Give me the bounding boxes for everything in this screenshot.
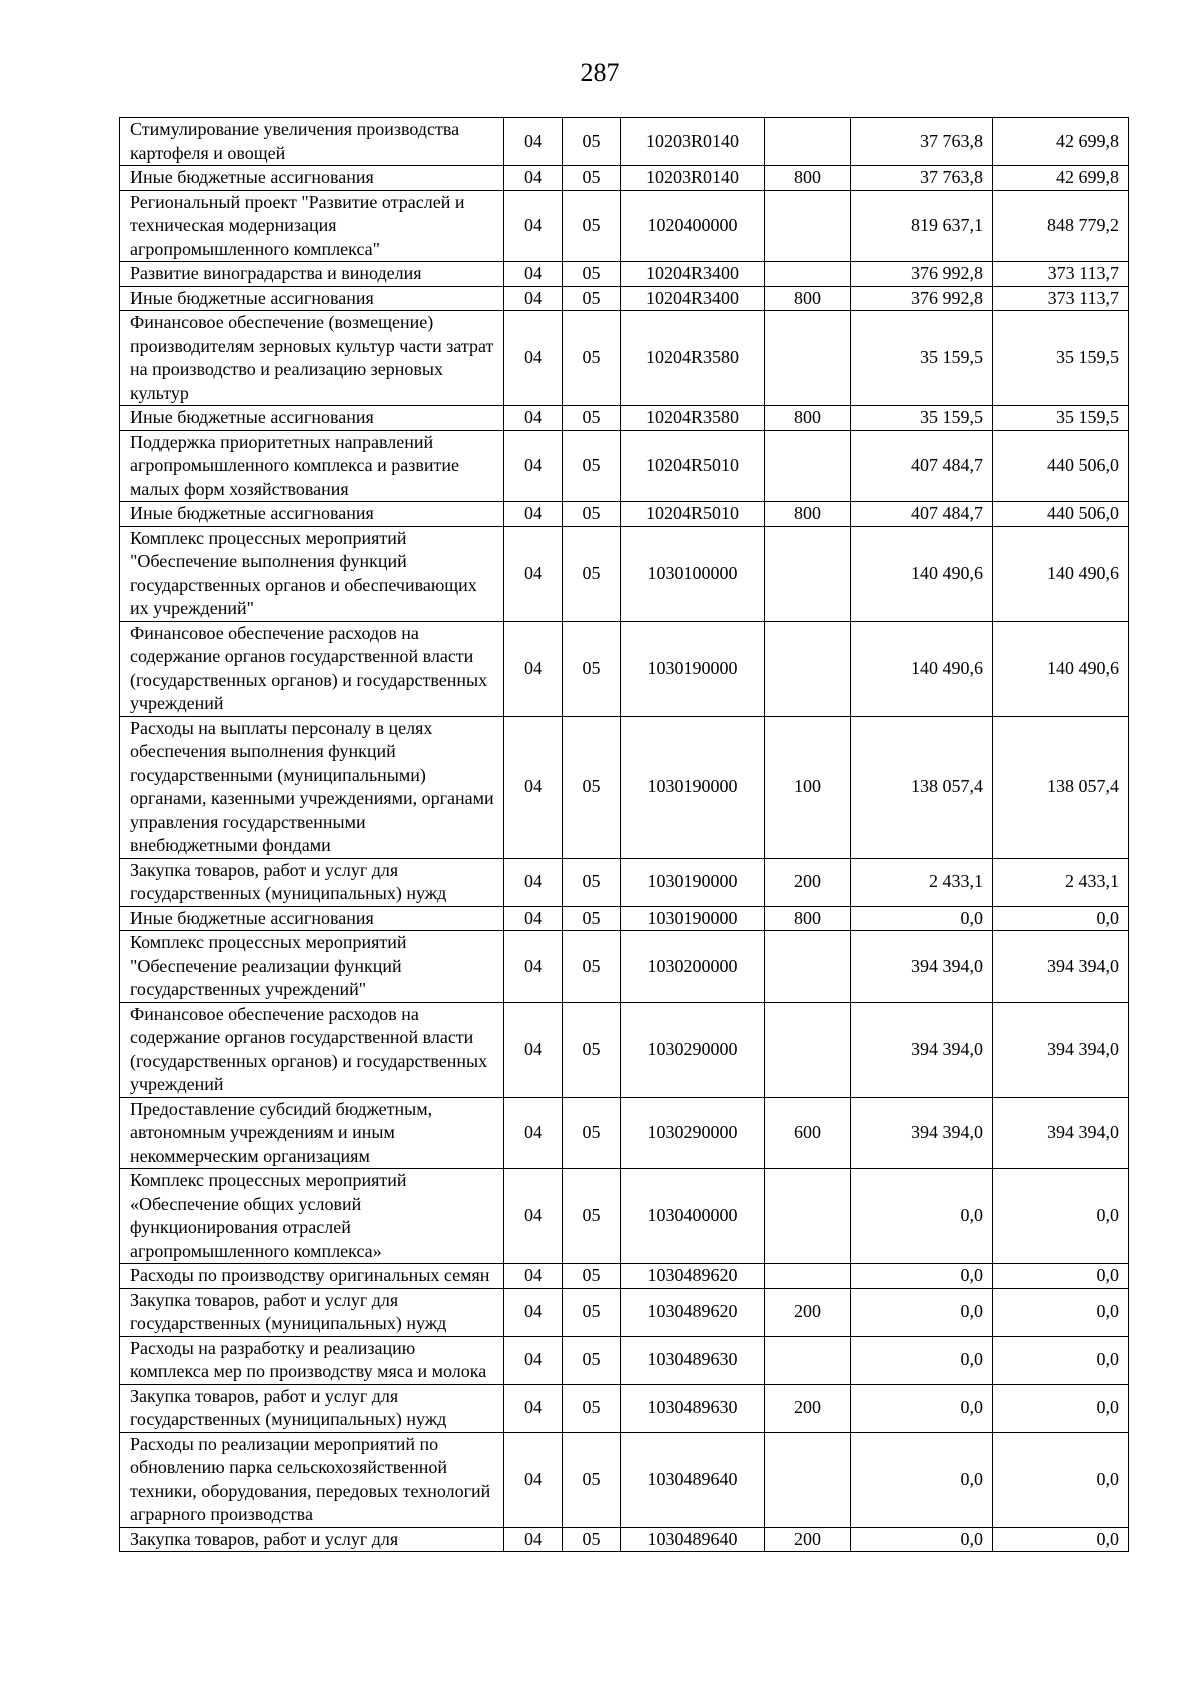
amount-year2-cell: 440 506,0 <box>993 502 1129 527</box>
subsection-code-cell: 05 <box>563 526 621 621</box>
table-row <box>120 526 1129 621</box>
section-code-cell: 04 <box>504 190 563 262</box>
amount-year1-cell: 0,0 <box>851 1384 993 1432</box>
subsection-code-cell: 05 <box>563 1432 621 1527</box>
section-code-cell: 04 <box>504 1169 563 1264</box>
expense-name-cell: Комплекс процессных мероприятий "Обеспечение выполнения функций государственных органов и обеспечивающих их учреждений" <box>120 526 504 621</box>
expense-name-cell: Расходы на выплаты персоналу в целях обеспечения выполнения функций государственными (муниципальными) органами, казенными учреждениями, органами управления государственными внебюджетными фондами <box>120 716 504 858</box>
section-code-cell: 04 <box>504 430 563 502</box>
amount-year2-cell: 0,0 <box>993 1527 1129 1552</box>
target-article-cell: 10203R0140 <box>621 166 765 191</box>
expense-name-cell: Иные бюджетные ассигнования <box>120 166 504 191</box>
amount-year1-cell: 0,0 <box>851 1169 993 1264</box>
target-article-cell: 10203R0140 <box>621 118 765 166</box>
amount-year2-cell: 848 779,2 <box>993 190 1129 262</box>
section-code-cell: 04 <box>504 621 563 716</box>
subsection-code-cell: 05 <box>563 1097 621 1169</box>
subsection-code-cell: 05 <box>563 166 621 191</box>
expense-name-cell: Закупка товаров, работ и услуг для государственных (муниципальных) нужд <box>120 1384 504 1432</box>
amount-year2-cell: 394 394,0 <box>993 1097 1129 1169</box>
subsection-code-cell: 05 <box>563 858 621 906</box>
subsection-code-cell: 05 <box>563 1288 621 1336</box>
expense-name-cell: Финансовое обеспечение (возмещение) производителям зерновых культур части затрат на производство и реализацию зерновых культур <box>120 311 504 406</box>
expense-type-cell: 200 <box>765 1527 851 1552</box>
target-article-cell: 10204R3580 <box>621 311 765 406</box>
expense-type-cell: 800 <box>765 406 851 431</box>
amount-year1-cell: 0,0 <box>851 1527 993 1552</box>
amount-year2-cell: 0,0 <box>993 1288 1129 1336</box>
table-row <box>120 430 1129 502</box>
expense-name-cell: Комплекс процессных мероприятий «Обеспечение общих условий функционирования отраслей агропромышленного комплекса» <box>120 1169 504 1264</box>
amount-year1-cell: 407 484,7 <box>851 502 993 527</box>
expense-type-cell: 100 <box>765 716 851 858</box>
table-row <box>120 716 1129 858</box>
section-code-cell: 04 <box>504 1384 563 1432</box>
target-article-cell: 1030489620 <box>621 1288 765 1336</box>
amount-year1-cell: 35 159,5 <box>851 311 993 406</box>
expense-type-cell <box>765 1432 851 1527</box>
subsection-code-cell: 05 <box>563 430 621 502</box>
expense-name-cell: Финансовое обеспечение расходов на содержание органов государственной власти (государственных органов) и государственных учреждений <box>120 1002 504 1097</box>
section-code-cell: 04 <box>504 1336 563 1384</box>
expense-type-cell: 200 <box>765 858 851 906</box>
target-article-cell: 1030190000 <box>621 621 765 716</box>
expense-type-cell <box>765 190 851 262</box>
target-article-cell: 1030290000 <box>621 1002 765 1097</box>
amount-year1-cell: 0,0 <box>851 1288 993 1336</box>
amount-year2-cell: 394 394,0 <box>993 1002 1129 1097</box>
section-code-cell: 04 <box>504 906 563 931</box>
amount-year2-cell: 0,0 <box>993 906 1129 931</box>
amount-year1-cell: 407 484,7 <box>851 430 993 502</box>
expense-name-cell: Иные бюджетные ассигнования <box>120 286 504 311</box>
expense-type-cell <box>765 1336 851 1384</box>
amount-year2-cell: 35 159,5 <box>993 311 1129 406</box>
target-article-cell: 1030200000 <box>621 931 765 1003</box>
amount-year2-cell: 42 699,8 <box>993 118 1129 166</box>
table-row <box>120 1527 1129 1552</box>
amount-year1-cell: 35 159,5 <box>851 406 993 431</box>
expense-type-cell <box>765 262 851 287</box>
target-article-cell: 1030190000 <box>621 906 765 931</box>
subsection-code-cell: 05 <box>563 931 621 1003</box>
amount-year2-cell: 373 113,7 <box>993 286 1129 311</box>
expense-name-cell: Расходы по производству оригинальных семян <box>120 1264 504 1289</box>
subsection-code-cell: 05 <box>563 286 621 311</box>
expense-type-cell <box>765 430 851 502</box>
amount-year2-cell: 35 159,5 <box>993 406 1129 431</box>
expense-type-cell <box>765 526 851 621</box>
subsection-code-cell: 05 <box>563 311 621 406</box>
target-article-cell: 10204R3400 <box>621 286 765 311</box>
target-article-cell: 1030100000 <box>621 526 765 621</box>
expense-name-cell: Расходы по реализации мероприятий по обновлению парка сельскохозяйственной техники, оборудования, передовых технологий аграрного производства <box>120 1432 504 1527</box>
expense-name-cell: Иные бюджетные ассигнования <box>120 406 504 431</box>
table-row <box>120 931 1129 1003</box>
expense-type-cell: 800 <box>765 906 851 931</box>
amount-year1-cell: 0,0 <box>851 1336 993 1384</box>
section-code-cell: 04 <box>504 1288 563 1336</box>
amount-year1-cell: 37 763,8 <box>851 166 993 191</box>
target-article-cell: 1030489640 <box>621 1527 765 1552</box>
subsection-code-cell: 05 <box>563 406 621 431</box>
amount-year1-cell: 394 394,0 <box>851 931 993 1003</box>
amount-year1-cell: 0,0 <box>851 906 993 931</box>
expense-type-cell: 200 <box>765 1288 851 1336</box>
amount-year2-cell: 42 699,8 <box>993 166 1129 191</box>
amount-year2-cell: 138 057,4 <box>993 716 1129 858</box>
section-code-cell: 04 <box>504 1527 563 1552</box>
amount-year2-cell: 373 113,7 <box>993 262 1129 287</box>
amount-year2-cell: 394 394,0 <box>993 931 1129 1003</box>
amount-year2-cell: 2 433,1 <box>993 858 1129 906</box>
amount-year1-cell: 376 992,8 <box>851 262 993 287</box>
amount-year2-cell: 140 490,6 <box>993 526 1129 621</box>
expense-type-cell <box>765 621 851 716</box>
section-code-cell: 04 <box>504 526 563 621</box>
table-row <box>120 1384 1129 1432</box>
target-article-cell: 10204R3580 <box>621 406 765 431</box>
target-article-cell: 1030489630 <box>621 1384 765 1432</box>
section-code-cell: 04 <box>504 118 563 166</box>
table-row <box>120 502 1129 527</box>
target-article-cell: 10204R3400 <box>621 262 765 287</box>
subsection-code-cell: 05 <box>563 1169 621 1264</box>
expense-name-cell: Закупка товаров, работ и услуг для государственных (муниципальных) нужд <box>120 1288 504 1336</box>
section-code-cell: 04 <box>504 286 563 311</box>
target-article-cell: 1030190000 <box>621 858 765 906</box>
expense-type-cell <box>765 1264 851 1289</box>
subsection-code-cell: 05 <box>563 1002 621 1097</box>
table-row <box>120 1002 1129 1097</box>
expense-name-cell: Закупка товаров, работ и услуг для <box>120 1527 504 1552</box>
amount-year1-cell: 140 490,6 <box>851 621 993 716</box>
section-code-cell: 04 <box>504 311 563 406</box>
table-row <box>120 286 1129 311</box>
section-code-cell: 04 <box>504 716 563 858</box>
subsection-code-cell: 05 <box>563 1264 621 1289</box>
target-article-cell: 10204R5010 <box>621 430 765 502</box>
expense-type-cell <box>765 1002 851 1097</box>
section-code-cell: 04 <box>504 1002 563 1097</box>
expense-type-cell: 600 <box>765 1097 851 1169</box>
expense-name-cell: Комплекс процессных мероприятий "Обеспечение реализации функций государственных учреждений" <box>120 931 504 1003</box>
expense-type-cell: 200 <box>765 1384 851 1432</box>
amount-year1-cell: 0,0 <box>851 1264 993 1289</box>
amount-year1-cell: 376 992,8 <box>851 286 993 311</box>
expense-name-cell: Расходы на разработку и реализацию комплекса мер по производству мяса и молока <box>120 1336 504 1384</box>
amount-year1-cell: 2 433,1 <box>851 858 993 906</box>
expense-type-cell <box>765 931 851 1003</box>
subsection-code-cell: 05 <box>563 118 621 166</box>
table-row <box>120 1169 1129 1264</box>
section-code-cell: 04 <box>504 1264 563 1289</box>
section-code-cell: 04 <box>504 1432 563 1527</box>
subsection-code-cell: 05 <box>563 1527 621 1552</box>
table-row <box>120 190 1129 262</box>
expense-type-cell <box>765 311 851 406</box>
amount-year1-cell: 0,0 <box>851 1432 993 1527</box>
subsection-code-cell: 05 <box>563 621 621 716</box>
expense-name-cell: Стимулирование увеличения производства картофеля и овощей <box>120 118 504 166</box>
table-row <box>120 858 1129 906</box>
table-row <box>120 1336 1129 1384</box>
amount-year2-cell: 0,0 <box>993 1432 1129 1527</box>
table-row <box>120 1264 1129 1289</box>
amount-year2-cell: 0,0 <box>993 1169 1129 1264</box>
expense-name-cell: Закупка товаров, работ и услуг для государственных (муниципальных) нужд <box>120 858 504 906</box>
target-article-cell: 1030489640 <box>621 1432 765 1527</box>
subsection-code-cell: 05 <box>563 190 621 262</box>
expense-name-cell: Финансовое обеспечение расходов на содержание органов государственной власти (государственных органов) и государственных учреждений <box>120 621 504 716</box>
table-row <box>120 1432 1129 1527</box>
table-body <box>120 118 1129 1552</box>
table-row <box>120 621 1129 716</box>
subsection-code-cell: 05 <box>563 1336 621 1384</box>
table-row <box>120 311 1129 406</box>
expense-name-cell: Предоставление субсидий бюджетным, автономным учреждениям и иным некоммерческим организациям <box>120 1097 504 1169</box>
expense-name-cell: Иные бюджетные ассигнования <box>120 502 504 527</box>
expense-type-cell <box>765 1169 851 1264</box>
expense-type-cell: 800 <box>765 166 851 191</box>
target-article-cell: 1030400000 <box>621 1169 765 1264</box>
amount-year1-cell: 394 394,0 <box>851 1097 993 1169</box>
section-code-cell: 04 <box>504 166 563 191</box>
amount-year1-cell: 140 490,6 <box>851 526 993 621</box>
section-code-cell: 04 <box>504 931 563 1003</box>
expense-type-cell: 800 <box>765 502 851 527</box>
target-article-cell: 1030489630 <box>621 1336 765 1384</box>
expense-type-cell: 800 <box>765 286 851 311</box>
target-article-cell: 1030290000 <box>621 1097 765 1169</box>
amount-year1-cell: 138 057,4 <box>851 716 993 858</box>
expense-name-cell: Региональный проект "Развитие отраслей и техническая модернизация агропромышленного комплекса" <box>120 190 504 262</box>
expense-name-cell: Развитие виноградарства и виноделия <box>120 262 504 287</box>
expense-name-cell: Поддержка приоритетных направлений агропромышленного комплекса и развитие малых форм хозяйствования <box>120 430 504 502</box>
budget-table <box>119 117 1129 1552</box>
amount-year2-cell: 0,0 <box>993 1336 1129 1384</box>
expense-name-cell: Иные бюджетные ассигнования <box>120 906 504 931</box>
amount-year1-cell: 819 637,1 <box>851 190 993 262</box>
expense-type-cell <box>765 118 851 166</box>
target-article-cell: 1020400000 <box>621 190 765 262</box>
section-code-cell: 04 <box>504 406 563 431</box>
section-code-cell: 04 <box>504 858 563 906</box>
table-row <box>120 1097 1129 1169</box>
table-row <box>120 1288 1129 1336</box>
target-article-cell: 1030489620 <box>621 1264 765 1289</box>
amount-year2-cell: 140 490,6 <box>993 621 1129 716</box>
target-article-cell: 1030190000 <box>621 716 765 858</box>
subsection-code-cell: 05 <box>563 262 621 287</box>
subsection-code-cell: 05 <box>563 502 621 527</box>
section-code-cell: 04 <box>504 262 563 287</box>
table-row <box>120 262 1129 287</box>
subsection-code-cell: 05 <box>563 716 621 858</box>
amount-year1-cell: 37 763,8 <box>851 118 993 166</box>
section-code-cell: 04 <box>504 502 563 527</box>
table-row <box>120 906 1129 931</box>
table-row <box>120 118 1129 166</box>
subsection-code-cell: 05 <box>563 906 621 931</box>
amount-year2-cell: 0,0 <box>993 1264 1129 1289</box>
target-article-cell: 10204R5010 <box>621 502 765 527</box>
page-number: 287 <box>580 58 620 87</box>
subsection-code-cell: 05 <box>563 1384 621 1432</box>
table-row <box>120 166 1129 191</box>
amount-year2-cell: 440 506,0 <box>993 430 1129 502</box>
amount-year1-cell: 394 394,0 <box>851 1002 993 1097</box>
amount-year2-cell: 0,0 <box>993 1384 1129 1432</box>
table-row <box>120 406 1129 431</box>
section-code-cell: 04 <box>504 1097 563 1169</box>
